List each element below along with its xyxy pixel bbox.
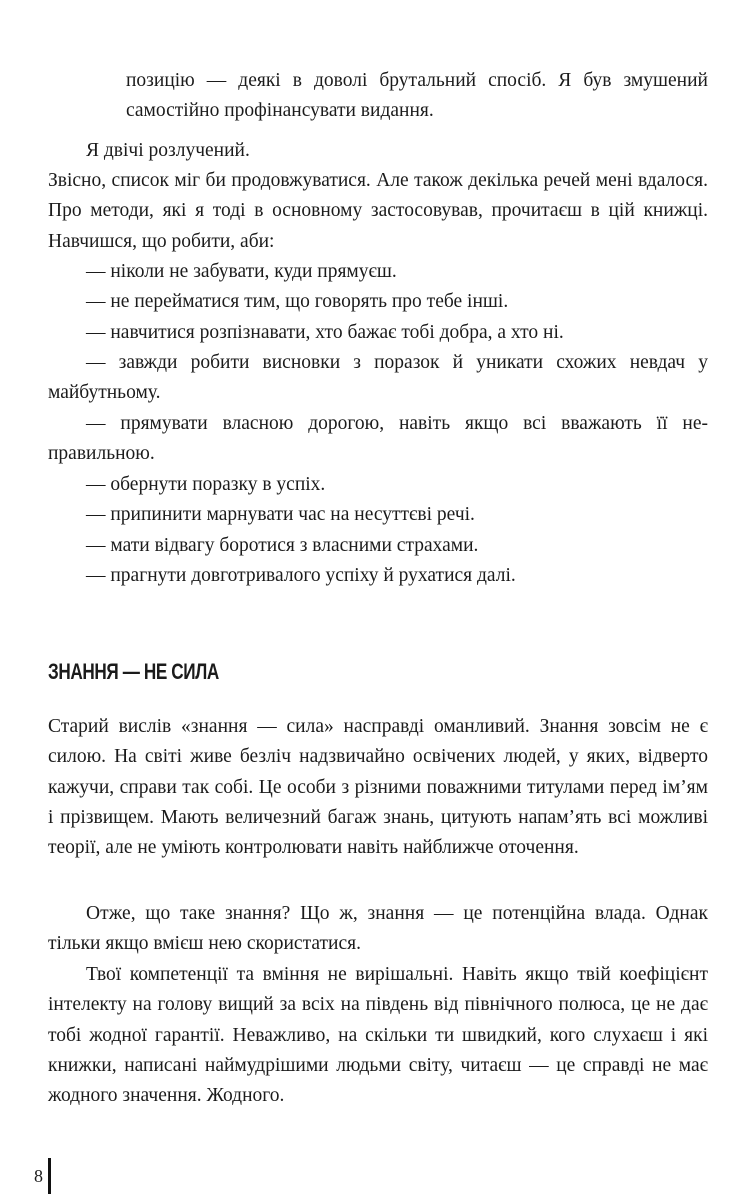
- list-item: — ніколи не забувати, куди прямуєш.: [86, 261, 397, 282]
- list-item: — прямувати власною дорогою, навіть якщо всі вважають її неправильною.: [48, 413, 708, 465]
- list-item: — обернути поразку в успіх.: [86, 474, 326, 495]
- list-item: — припинити марнувати час на несуттєві речі.: [86, 504, 475, 525]
- section-paragraph: Старий вислів «знання — сила» насправді оманливий. Знання зовсім не є силою. На світі живе безліч надзвичайно освічених людей, у яких, відверто кажучи, справи так собі. Це особи з різними поважними титулами перед ім’ям і прізвищем. Мають величезний багаж знань, цитують напам’ять всі можливі теорії, але не уміють контролювати навіть найближче оточення.: [48, 716, 708, 859]
- list-item: — прагнути довготривалого успіху й рухатися далі.: [86, 565, 516, 586]
- list-item: — мати відвагу боротися з власними страхами.: [86, 535, 479, 556]
- list-item: — не перейматися тим, що говорять про тебе інші.: [86, 291, 509, 312]
- list-intro-paragraph: Звісно, список міг би продовжуватися. Але також декілька речей мені вдалося. Про методи, які я тоді в основному застосовував, прочитаєш в цій книжці. Навчишся, що робити, аби:: [48, 170, 708, 252]
- page-number-rule: [48, 1158, 51, 1194]
- page-number: 8: [34, 1166, 43, 1186]
- list-item: — завжди робити висновки з поразок й уникати схожих невдач у майбутньому.: [48, 352, 708, 404]
- list-item: — навчитися розпізнавати, хто бажає тобі добра, а хто ні.: [86, 322, 564, 343]
- continuation-paragraph: позицію — деякі в доволі брутальний спосіб. Я був змушений самостійно профінансувати видання.: [126, 70, 708, 122]
- divorced-line: Я двічі розлучений.: [86, 140, 250, 161]
- section-paragraph: Твої компетенції та вміння не вирішальні. Навіть якщо твій коефіцієнт інтелекту на голову вищий за всіх на південь від північного полюса, це не дає тобі жодної гарантії. Неважливо, на скільки ти швидкий, кого слухаєш і які книжки, написані наймудрішими людьми світу, читаєш — це справді не має жодного значення. Жодного.: [48, 964, 708, 1107]
- section-paragraph: Отже, що таке знання? Що ж, знання — це потенційна влада. Однак тільки якщо вмієш нею скористатися.: [48, 903, 708, 955]
- section-heading: ЗНАННЯ — НЕ СИЛА: [48, 659, 219, 684]
